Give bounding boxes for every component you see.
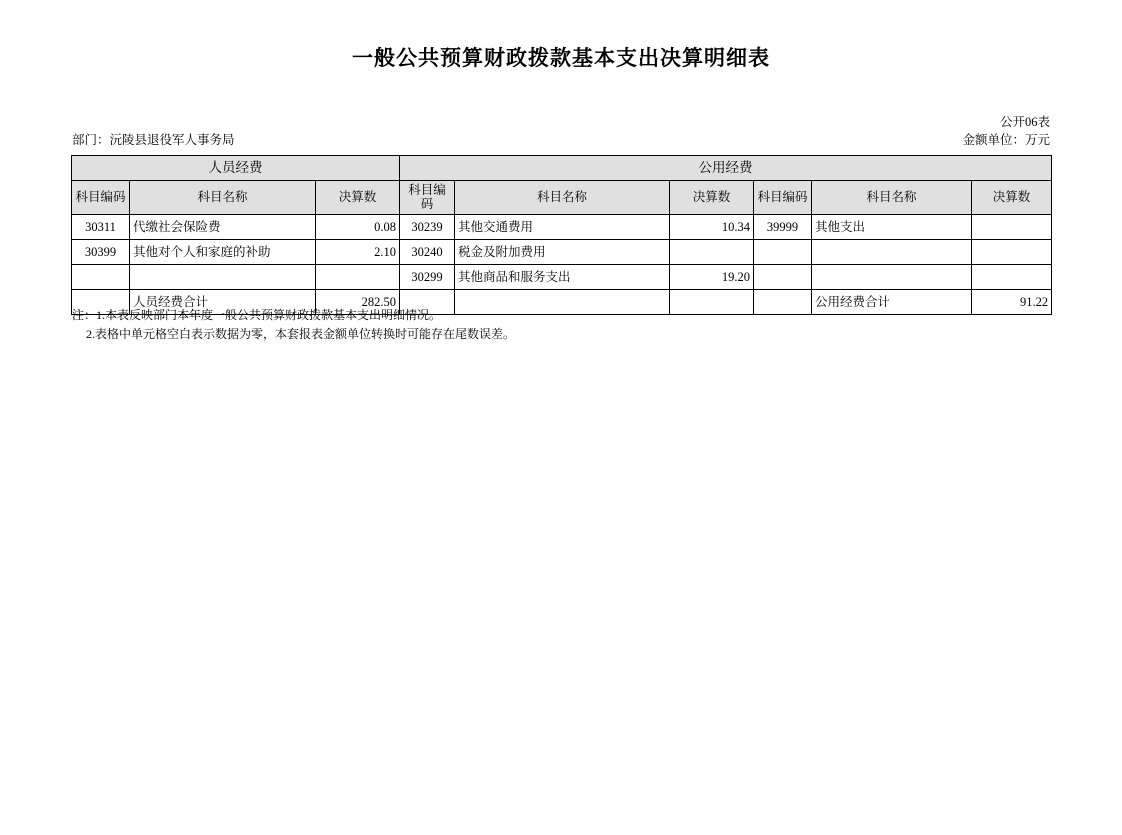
- cell-total-g1-value: [670, 289, 754, 314]
- department-label: 部门：沅陵县退役军人事务局: [72, 133, 235, 147]
- cell-g2-name: 其他支出: [812, 214, 972, 239]
- column-header-g2-value: 决算数: [972, 181, 1052, 215]
- budget-table: [71, 155, 1052, 315]
- note-line-1: 注：1.本表反映部门本年度一般公共预算财政拨款基本支出明细情况。: [72, 308, 442, 322]
- cell-p-name: 其他对个人和家庭的补助: [130, 239, 316, 264]
- cell-g2-name: [812, 264, 972, 289]
- cell-g1-code: 30239: [400, 214, 455, 239]
- column-header-g2-name: 科目名称: [812, 181, 972, 215]
- cell-g1-name: 其他商品和服务支出: [455, 264, 670, 289]
- cell-p-value: 2.10: [316, 239, 400, 264]
- group-header-personnel: 人员经费: [72, 156, 400, 181]
- page-title: 一般公共预算财政拨款基本支出决算明细表: [352, 46, 770, 70]
- budget-table-wrapper: [71, 155, 1051, 315]
- unit-label: 金额单位：万元: [962, 133, 1050, 147]
- cell-total-p-name: 人员经费合计: [130, 289, 316, 314]
- cell-p-value: [316, 264, 400, 289]
- cell-p-value: 0.08: [316, 214, 400, 239]
- cell-p-name: [130, 264, 316, 289]
- cell-p-code: [72, 264, 130, 289]
- column-header-g1-value: 决算数: [670, 181, 754, 215]
- column-header-p-value: 决算数: [316, 181, 400, 215]
- cell-g2-code: [754, 264, 812, 289]
- cell-total-g2-name: 公用经费合计: [812, 289, 972, 314]
- cell-g1-value: 10.34: [670, 214, 754, 239]
- document-page: [0, 42, 1122, 835]
- cell-g2-code: [754, 239, 812, 264]
- table-notes: [72, 306, 515, 343]
- cell-g1-name: 其他交通费用: [455, 214, 670, 239]
- column-header-g1-name: 科目名称: [455, 181, 670, 215]
- cell-g1-value: [670, 239, 754, 264]
- table-row: [72, 214, 1052, 239]
- column-header-g2-code: 科目编码: [754, 181, 812, 215]
- column-header-p-code: 科目编码: [72, 181, 130, 215]
- group-header-public: 公用经费: [400, 156, 1052, 181]
- cell-g1-name: 税金及附加费用: [455, 239, 670, 264]
- cell-total-g2-value: 91.22: [972, 289, 1052, 314]
- cell-p-code: 30399: [72, 239, 130, 264]
- note-line-2: 2.表格中单元格空白表示数据为零，本套报表金额单位转换时可能存在尾数误差。: [86, 326, 516, 341]
- cell-p-code: 30311: [72, 214, 130, 239]
- cell-g1-code: 30240: [400, 239, 455, 264]
- table-group-header-row: [72, 156, 1052, 181]
- column-header-p-name: 科目名称: [130, 181, 316, 215]
- cell-g2-value: [972, 214, 1052, 239]
- cell-g2-name: [812, 239, 972, 264]
- cell-g1-code: 30299: [400, 264, 455, 289]
- cell-total-g2-code: [754, 289, 812, 314]
- meta-row: [72, 130, 1050, 148]
- cell-g1-value: 19.20: [670, 264, 754, 289]
- cell-g2-value: [972, 239, 1052, 264]
- sheet-number: 公开06表: [999, 115, 1050, 129]
- column-header-g1-code: 科目编码: [400, 181, 455, 215]
- table-row: [72, 239, 1052, 264]
- cell-total-p-value: 282.50: [316, 289, 400, 314]
- table-column-header-row: [72, 181, 1052, 215]
- cell-g2-value: [972, 264, 1052, 289]
- table-row: [72, 264, 1052, 289]
- cell-g2-code: 39999: [754, 214, 812, 239]
- cell-p-name: 代缴社会保险费: [130, 214, 316, 239]
